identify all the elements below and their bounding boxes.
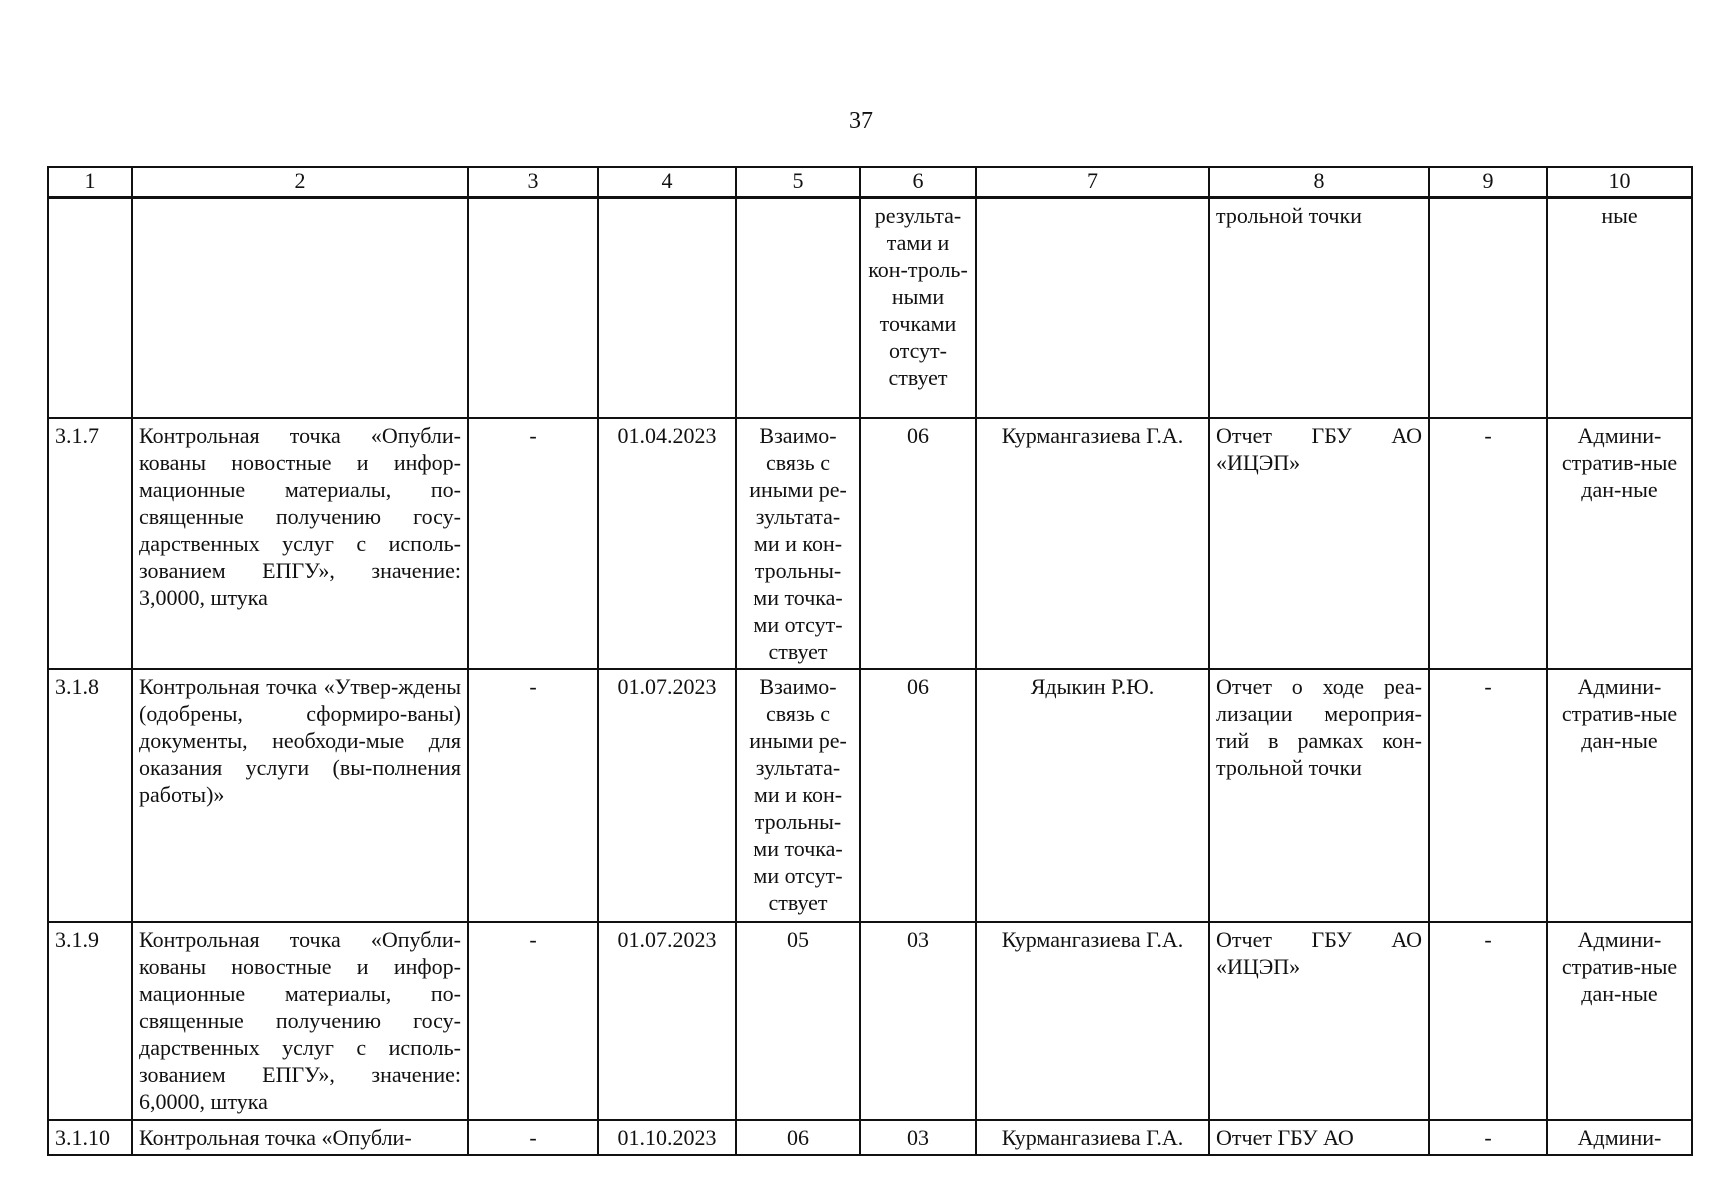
column-header: 7	[976, 167, 1209, 198]
cell-number: 3.1.9	[48, 922, 132, 1120]
column-header: 6	[860, 167, 976, 198]
table-row	[48, 922, 1692, 1120]
cell-info-source: Админи-стратив-ные дан-ные	[1547, 922, 1692, 1120]
cell-col6: 06	[860, 669, 976, 922]
cell-date	[598, 198, 736, 419]
cell-number: 3.1.10	[48, 1120, 132, 1155]
cell-responsible: Курмангазиева Г.А.	[976, 1120, 1209, 1155]
cell-col3: -	[468, 922, 598, 1120]
cell-responsible	[976, 198, 1209, 419]
cell-responsible: Курмангазиева Г.А.	[976, 418, 1209, 669]
cell-col6: результа-тами и кон-троль-ными точками отсут-ствует	[860, 198, 976, 419]
table-row	[48, 1120, 1692, 1155]
column-header: 5	[736, 167, 860, 198]
cell-col6: 03	[860, 922, 976, 1120]
cell-document: Отчет ГБУ АО «ИЦЭП»	[1209, 922, 1429, 1120]
cell-name: Контрольная точка «Опубли-	[132, 1120, 468, 1155]
cell-col3: -	[468, 1120, 598, 1155]
cell-name: Контрольная точка «Утвер-ждены (одобрены, сформиро-ваны) документы, необходи-мые для оказания услуги (вы-полнения работы)»	[132, 669, 468, 922]
cell-col9: -	[1429, 1120, 1547, 1155]
column-header: 2	[132, 167, 468, 198]
cell-col9: -	[1429, 922, 1547, 1120]
cell-col9: -	[1429, 418, 1547, 669]
cell-date: 01.10.2023	[598, 1120, 736, 1155]
cell-col5: 06	[736, 1120, 860, 1155]
table-row	[48, 418, 1692, 669]
column-header: 3	[468, 167, 598, 198]
cell-number	[48, 198, 132, 419]
cell-date: 01.07.2023	[598, 922, 736, 1120]
cell-document: Отчет ГБУ АО «ИЦЭП»	[1209, 418, 1429, 669]
cell-col5	[736, 198, 860, 419]
cell-info-source: ные	[1547, 198, 1692, 419]
cell-document: трольной точки	[1209, 198, 1429, 419]
cell-col3: -	[468, 669, 598, 922]
cell-col5: Взаимо-связь с иными ре-зультата-ми и кон-трольны-ми точка-ми отсут-ствует	[736, 669, 860, 922]
cell-responsible: Ядыкин Р.Ю.	[976, 669, 1209, 922]
cell-date: 01.07.2023	[598, 669, 736, 922]
cell-number: 3.1.7	[48, 418, 132, 669]
cell-col5: Взаимо-связь с иными ре-зультата-ми и кон-трольны-ми точка-ми отсут-ствует	[736, 418, 860, 669]
cell-name: Контрольная точка «Опубли-кованы новостные и инфор-мационные материалы, по-священные получению госу-дарственных услуг с исполь-зованием ЕПГУ», значение: 6,0000, штука	[132, 922, 468, 1120]
cell-name	[132, 198, 468, 419]
cell-info-source: Админи-	[1547, 1120, 1692, 1155]
cell-col3	[468, 198, 598, 419]
column-header: 9	[1429, 167, 1547, 198]
cell-col6: 03	[860, 1120, 976, 1155]
page-number: 37	[849, 108, 873, 134]
table-row	[48, 669, 1692, 922]
cell-col5: 05	[736, 922, 860, 1120]
cell-responsible: Курмангазиева Г.А.	[976, 922, 1209, 1120]
column-header: 4	[598, 167, 736, 198]
cell-document: Отчет о ходе реа-лизации мероприя-тий в рамках кон-трольной точки	[1209, 669, 1429, 922]
column-number-header-row	[48, 167, 1692, 198]
cell-col9	[1429, 198, 1547, 419]
cell-date: 01.04.2023	[598, 418, 736, 669]
cell-info-source: Админи-стратив-ные дан-ные	[1547, 418, 1692, 669]
cell-col3: -	[468, 418, 598, 669]
column-header: 10	[1547, 167, 1692, 198]
cell-number: 3.1.8	[48, 669, 132, 922]
measures-table	[47, 166, 1693, 1156]
cell-name: Контрольная точка «Опубли-кованы новостные и инфор-мационные материалы, по-священные получению госу-дарственных услуг с исполь-зованием ЕПГУ», значение: 3,0000, штука	[132, 418, 468, 669]
column-header: 8	[1209, 167, 1429, 198]
cell-info-source: Админи-стратив-ные дан-ные	[1547, 669, 1692, 922]
cell-col9: -	[1429, 669, 1547, 922]
cell-col6: 06	[860, 418, 976, 669]
column-header: 1	[48, 167, 132, 198]
table-row	[48, 198, 1692, 419]
cell-document: Отчет ГБУ АО	[1209, 1120, 1429, 1155]
